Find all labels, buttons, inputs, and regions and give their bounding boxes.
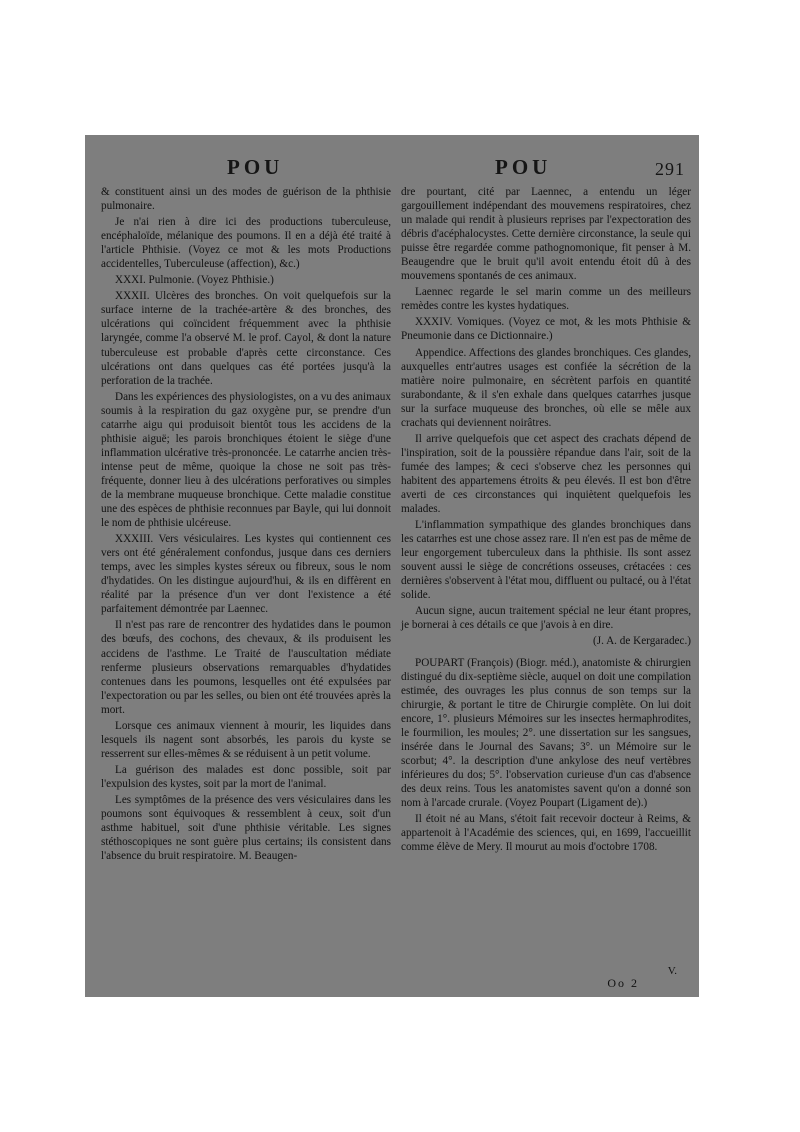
running-head-right: POU: [495, 155, 552, 179]
page-number: 291: [655, 159, 685, 179]
side-mark: V.: [667, 965, 677, 977]
paragraph: Je n'ai rien à dire ici des productions tuberculeuse, encéphaloïde, mélanique des poumons. Il en a déjà été traité à l'article Phthisie. (Voyez ce mot & les mots Productions accidentelles, Tuberculeuse (affection), &c.): [101, 216, 391, 271]
paragraph: XXXII. Ulcères des bronches. On voit quelquefois sur la surface interne de la trachée-artère & des bronches, des ulcérations qui coïncident fréquemment avec la phthisie laryngée, comme l'a observé M. le prof. Cayol, & dont la nature tuberculeuse est probable d'après cette circonstance. Ces ulcérations ont dans quelques cas été portées jusqu'à la perforation de la trachée.: [101, 290, 391, 387]
paragraph: Aucun signe, aucun traitement spécial ne leur étant propres, je bornerai à ces détails ce que j'avois à en dire.: [401, 605, 691, 632]
paragraph: XXXIV. Vomiques. (Voyez ce mot, & les mots Phthisie & Pneumonie dans ce Dictionnaire.): [401, 316, 691, 343]
paragraph: & constituent ainsi un des modes de guérison de la phthisie pulmonaire.: [101, 186, 391, 213]
running-head-left: POU: [227, 155, 284, 179]
paragraph: Il étoit né au Mans, s'étoit fait recevoir docteur à Reims, & appartenoit à l'Académie des sciences, qui, en 1699, l'accueillit comme élève de Mery. Il mourut au mois d'octobre 1708.: [401, 813, 691, 854]
paragraph: POUPART (François) (Biogr. méd.), anatomiste & chirurgien distingué du dix-septième siècle, auquel on doit une compilation estimée, des ouvrages les plus connus de son temps sur la chirurgie, & portant le titre de Chirurgie complète. On lui doit encore, 1°. plusieurs Mémoires sur les insectes hermaphrodites, le fourmilion, les moules; 2°. une dissertation sur les sangsues, insérée dans le Journal des Savans; 3°. un Mémoire sur le scorbut; 4°. la description d'une ankylose des neuf vertèbres inférieures du dos; 5°. l'observation curieuse d'un cas d'absence des deux reins. Tous les anatomistes savent qu'on a donné son nom à l'arcade crurale. (Voyez Poupart (Ligament de).): [401, 656, 691, 809]
paragraph: Lorsque ces animaux viennent à mourir, les liquides dans lesquels ils nagent sont absorbés, les parois du kyste se resserrent sur elles-mêmes & se réduisent à un petit volume.: [101, 719, 391, 760]
paragraph: Il arrive quelquefois que cet aspect des crachats dépend de l'inspiration, soit de la poussière répandue dans l'air, soit de la fumée des lampes; & ceci s'observe chez les personnes qui habitent des appartemens étroits & peu élevés. Il est bon d'être averti de ces circonstances qui inquiètent quelquefois les malades.: [401, 432, 691, 516]
paragraph: (J. A. de Kergaradec.): [593, 635, 691, 648]
scanned-page: [85, 135, 699, 997]
paragraph: XXXI. Pulmonie. (Voyez Phthisie.): [115, 274, 274, 287]
paragraph: Dans les expériences des physiologistes, on a vu des animaux soumis à la respiration du gaz oxygène pur, se prendre d'un catarrhe aigu qui produisoit bientôt tous les accidens de la phthisie aiguë; les parois bronchiques étoient le siège d'une inflammation ulcérative très-prononcée. Le catarrhe ancien très-intense peut de même, quoique la chose ne soit pas très-fréquente, donner lieu à des ulcérations perforatives ou simples de la membrane muqueuse bronchique. Cette maladie constitue une des espèces de phthisie reconnues par Bayle, qui lui donnoit le nom de phthisie ulcéreuse.: [101, 390, 391, 530]
paragraph: L'inflammation sympathique des glandes bronchiques dans les catarrhes est une chose assez rare. Il n'en est pas de même de leur engorgement tuberculeux dans la phthisie. Ils sont assez souvent aussi le siège de concrétions osseuses, crétacées : ces dernières s'observent à l'état mou, diffluent ou pultacé, ou à l'état solide.: [401, 519, 691, 602]
signature-mark: Oo 2: [607, 976, 639, 990]
right-column: [401, 185, 691, 856]
left-column: [101, 185, 391, 865]
paragraph: Les symptômes de la présence des vers vésiculaires dans les poumons sont équivoques & ressemblent à ceux, soit d'un asthme habituel, soit d'une phthisie véritable. Les signes stéthoscopiques ne sont guère plus certains; ils consistent dans l'absence du bruit respiratoire. M. Beaugen-: [101, 793, 391, 863]
paragraph: Appendice. Affections des glandes bronchiques. Ces glandes, auxquelles entr'autres usages est confiée la sécrétion de la matière noire pulmonaire, en sécrètent parfois en quantité surabondante, & il s'en exhale dans quelques catarrhes jusque sur la surface muqueuse des bronches, où elle se mêle aux crachats qui deviennent noirâtres.: [401, 346, 691, 429]
paragraph: XXXIII. Vers vésiculaires. Les kystes qui contiennent ces vers ont été généralement confondus, jusque dans ces derniers temps, avec les simples kystes séreux ou fibreux, sous le nom d'hydatides. On les distingue aujourd'hui, & ils en diffèrent en réalité par la présence d'un ver dont l'existence a été parfaitement démontrée par Laennec.: [101, 533, 391, 616]
paragraph: Il n'est pas rare de rencontrer des hydatides dans le poumon des bœufs, des cochons, des chevaux, & ils produisent les accidens de l'asthme. Le Traité de l'auscultation médiate renferme plusieurs observations remarquables d'hydatides contenues dans les poumons, lesquelles ont été expulsées par l'expectoration ou par les selles, ou bien ont été trouvées après la mort.: [101, 619, 391, 716]
paragraph: dre pourtant, cité par Laennec, a entendu un léger gargouillement indépendant des mouvemens respiratoires, chez un malade qui rendit à plusieurs reprises par l'expectoration des débris d'acéphalocystes. Cette dernière circonstance, la seule qui puisse être regardée comme pathognomonique, fit penser à M. Beaugendre que le bruit qu'il avoit entendu étoit dû à des mouvemens spontanés de ces animaux.: [401, 186, 691, 283]
paragraph: La guérison des malades est donc possible, soit par l'expulsion des kystes, soit par la mort de l'animal.: [101, 763, 391, 790]
paragraph: Laennec regarde le sel marin comme un des meilleurs remèdes contre les kystes hydatiques.: [401, 286, 691, 313]
